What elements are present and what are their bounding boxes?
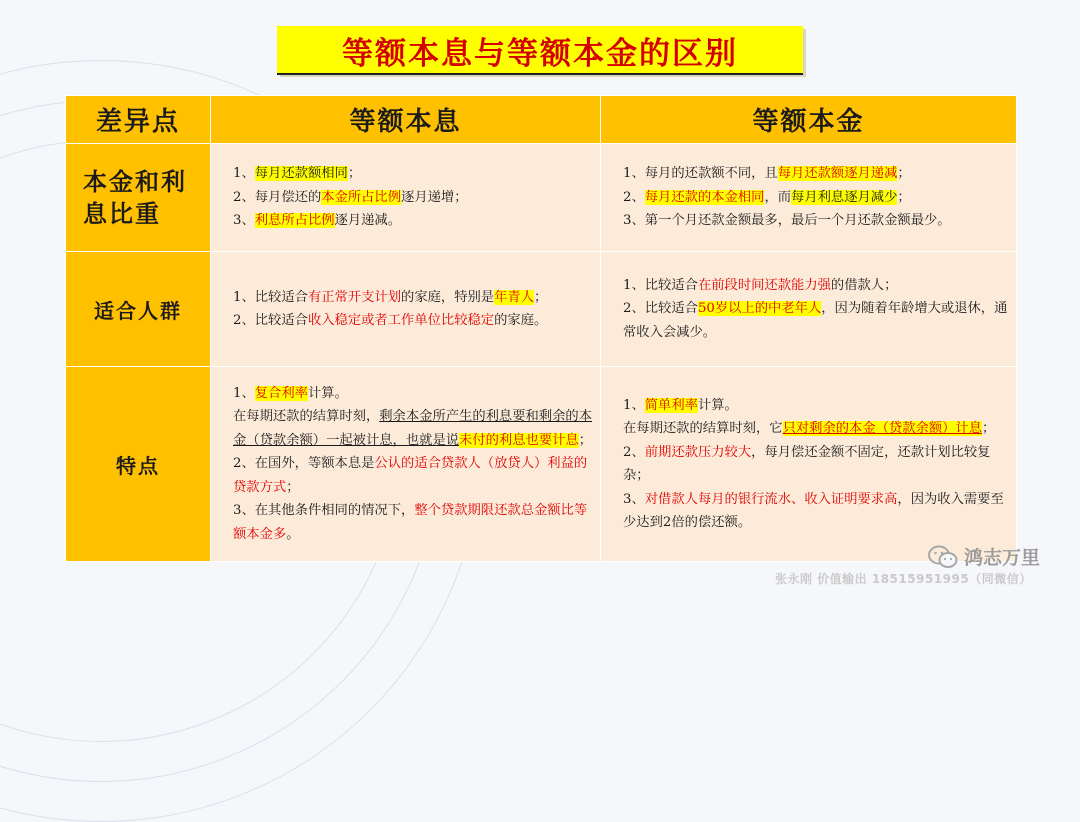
text-run: 3、在其他条件相同的情况下，	[233, 503, 415, 519]
cell-paragraph	[623, 274, 1012, 298]
text-run: ；	[534, 289, 548, 305]
cell-paragraph	[623, 488, 1012, 535]
title-underline	[277, 73, 803, 75]
text-run: 在每期还款的结算时刻，	[233, 409, 380, 425]
text-run: ，每月偿还金额不固定，还款计划比较复杂；	[623, 444, 991, 483]
text-run: 1、	[233, 166, 255, 182]
text-run: 的家庭。	[494, 313, 548, 328]
text-run: 简单利率	[644, 397, 698, 413]
text-run: 2、比较适合	[233, 313, 308, 328]
cell-paragraph	[623, 186, 1012, 210]
text-run: 对借款人每月的银行流水、收入证明要求高	[644, 491, 898, 507]
wechat-watermark	[928, 543, 1040, 570]
text-run: 3、	[623, 491, 645, 507]
header-equal-installment: 等额本息	[211, 96, 601, 144]
text-run: 50岁以上的中老年人	[697, 301, 822, 317]
cell-paragraph	[233, 186, 596, 210]
row-label-features	[66, 367, 211, 562]
text-run: 1、比较适合	[233, 289, 308, 305]
text-run: 1、每月的还款额不同，且	[623, 166, 778, 182]
table-header-row	[66, 96, 1017, 144]
cell-ratio-principal	[601, 144, 1017, 252]
text-run: 每月利息逐月减少	[791, 189, 898, 205]
header-equal-principal: 等额本金	[601, 96, 1017, 144]
page-title: 等额本息与等额本金的区别	[277, 26, 803, 74]
text-run: 在前段时间还款能力强	[697, 277, 831, 293]
text-run: 每月还款额相同	[254, 166, 348, 182]
text-run: 。	[286, 526, 300, 542]
cell-paragraph	[623, 441, 1012, 488]
text-run: 每月还款额逐月递减	[777, 166, 898, 182]
cell-audience-principal	[601, 252, 1017, 367]
cell-paragraph	[233, 309, 596, 333]
wechat-brand: 鸿志万里	[963, 547, 1040, 569]
wechat-icon	[928, 545, 958, 569]
cell-paragraph	[233, 452, 596, 499]
text-run: 在每期还款的结算时刻，它	[623, 421, 783, 436]
table-row-audience	[66, 252, 1017, 367]
row-label-text: 本金和利息比重	[83, 166, 187, 228]
cell-paragraph	[623, 297, 1012, 344]
text-run: 1、	[233, 385, 255, 401]
text-run: ；	[897, 189, 911, 205]
text-run: 1、	[623, 397, 645, 413]
header-diff-point: 差异点	[66, 96, 211, 144]
text-run: 计算。	[697, 397, 738, 413]
text-run: 利息所占比例	[254, 213, 335, 229]
text-run: 有正常开支计划	[307, 289, 402, 305]
row-label-text: 适合人群	[94, 298, 182, 323]
text-run: 2、	[623, 189, 645, 205]
text-run: 公认的适合贷款人（放贷人）利益的贷款方式	[233, 456, 588, 495]
text-run: 只对剩余的本金（贷款余额）计息	[782, 421, 983, 436]
text-run: 年青人	[494, 289, 534, 305]
cell-features-installment	[211, 367, 601, 562]
comparison-table	[65, 95, 1017, 562]
text-run: 未付的利息也要计息	[459, 432, 579, 448]
text-run: ，而	[764, 189, 792, 205]
row-label-text: 特点	[116, 453, 160, 478]
cell-paragraph	[233, 209, 596, 233]
text-run: 前期还款压力较大	[644, 444, 752, 460]
text-run: 每月还款的本金相同	[644, 189, 765, 205]
text-run: ；	[286, 479, 300, 495]
cell-paragraph	[233, 382, 596, 406]
cell-paragraph	[623, 162, 1012, 186]
text-run: 本金所占比例	[321, 189, 402, 205]
text-run: 计算。	[307, 385, 348, 401]
text-run: ；	[982, 421, 996, 436]
text-run: 2、在国外，等额本息是	[233, 456, 375, 472]
text-run: 2、每月偿还的	[233, 189, 322, 205]
row-label-ratio	[66, 144, 211, 252]
cell-audience-installment	[211, 252, 601, 367]
text-run: ；	[897, 166, 911, 182]
row-label-audience	[66, 252, 211, 367]
text-run: 的借款人；	[830, 277, 898, 293]
text-run: 整个贷款期限还款总金额比等额本金多	[233, 503, 588, 542]
text-run: ；	[578, 432, 593, 448]
cell-paragraph	[623, 394, 1012, 418]
text-run: 逐月递减。	[334, 213, 402, 229]
cell-paragraph	[233, 286, 596, 310]
text-run: 3、第一个月还款金额最多，最后一个月还款金额最少。	[623, 213, 951, 229]
table-row-ratio	[66, 144, 1017, 252]
text-run: ；	[347, 166, 362, 182]
cell-paragraph	[623, 209, 1012, 233]
text-run: 逐月递增；	[401, 189, 468, 205]
text-run: 2、比较适合	[623, 301, 698, 317]
cell-paragraph	[233, 405, 596, 452]
text-run: ，因为随着年龄增大或退休，通常收入会减少。	[623, 301, 1008, 340]
text-run: 收入稳定或者工作单位比较稳定	[307, 313, 495, 328]
text-run: ，因为收入需要至少达到2倍的偿还额。	[623, 491, 1004, 530]
text-run: 2、	[623, 444, 645, 460]
table-row-features	[66, 367, 1017, 562]
cell-paragraph	[623, 417, 1012, 441]
text-run: 的家庭，特别是	[401, 289, 495, 305]
cell-features-principal	[601, 367, 1017, 562]
cell-ratio-installment	[211, 144, 601, 252]
text-run: 1、比较适合	[623, 277, 698, 293]
cell-paragraph	[233, 499, 596, 546]
author-footer: 张永刚 价值输出 18515951995（同微信）	[775, 572, 1032, 586]
cell-paragraph	[233, 162, 596, 186]
text-run: 3、	[233, 213, 255, 229]
text-run: 复合利率	[254, 385, 308, 401]
text-run: 剩余本金所产生的利息要和剩余的本金（贷款余额）一起被计息，也就是说	[233, 409, 593, 448]
